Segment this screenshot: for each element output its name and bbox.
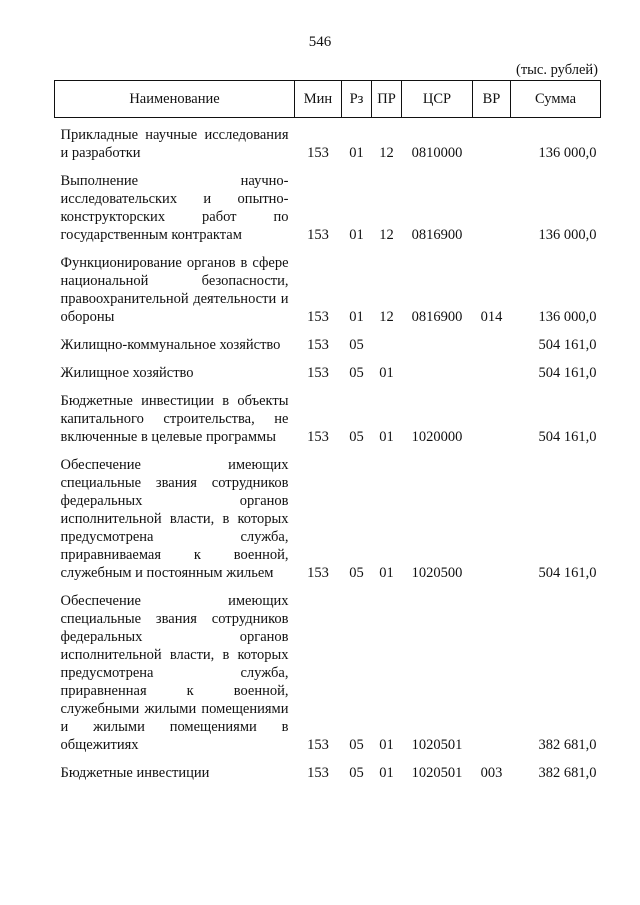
row-sum: 504 161,0 <box>538 565 597 581</box>
page-number: 546 <box>308 34 332 50</box>
row-sum: 136 000,0 <box>538 145 597 161</box>
row-pr: 01 <box>379 565 394 581</box>
row-name: Бюджетные инвестиции в объекты капитального строительства, не включенные в целевые программы <box>60 393 289 445</box>
header-rz: Рз <box>342 81 372 118</box>
header-pr: ПР <box>372 81 402 118</box>
row-rz: 01 <box>349 145 364 161</box>
row-min: 153 <box>307 765 329 781</box>
table-row <box>55 118 601 163</box>
row-rz: 05 <box>349 337 364 353</box>
row-vr: 003 <box>480 765 503 781</box>
row-vr <box>473 118 511 163</box>
header-sum: Сумма <box>511 81 601 118</box>
row-min: 153 <box>307 365 329 381</box>
table-row <box>55 754 601 782</box>
row-sum: 382 681,0 <box>538 765 597 781</box>
row-pr: 12 <box>379 145 394 161</box>
row-vr <box>473 354 511 382</box>
header-csr: ЦСР <box>402 81 473 118</box>
row-vr <box>473 326 511 354</box>
row-min: 153 <box>307 227 329 243</box>
table-row <box>55 446 601 582</box>
row-rz: 01 <box>349 227 364 243</box>
header-min: Мин <box>295 81 342 118</box>
row-csr: 1020500 <box>411 565 463 581</box>
budget-table <box>54 80 601 782</box>
table-row <box>55 244 601 326</box>
row-csr <box>402 326 473 354</box>
row-pr: 01 <box>379 737 394 753</box>
row-min: 153 <box>307 309 329 325</box>
header-vr: ВР <box>473 81 511 118</box>
row-name: Бюджетные инвестиции <box>60 765 210 781</box>
row-csr: 0810000 <box>411 145 463 161</box>
row-rz: 01 <box>349 309 364 325</box>
row-csr: 0816900 <box>411 227 463 243</box>
row-pr: 01 <box>379 429 394 445</box>
row-csr: 0816900 <box>411 309 463 325</box>
table-row <box>55 382 601 446</box>
units-label: (тыс. рублей) <box>516 62 598 78</box>
row-min: 153 <box>307 737 329 753</box>
row-csr: 1020501 <box>411 737 463 753</box>
row-name: Прикладные научные исследования и разработки <box>60 127 289 161</box>
row-sum: 504 161,0 <box>538 337 597 353</box>
row-vr <box>473 582 511 754</box>
row-min: 153 <box>307 565 329 581</box>
row-name: Функционирование органов в сфере национальной безопасности, правоохранительной деятельности и обороны <box>60 255 289 325</box>
row-min: 153 <box>307 337 329 353</box>
row-csr: 1020000 <box>411 429 463 445</box>
table-header-row <box>55 81 601 118</box>
row-rz: 05 <box>349 737 364 753</box>
row-name: Жилищно-коммунальное хозяйство <box>60 337 281 353</box>
row-pr <box>372 326 402 354</box>
table-row <box>55 326 601 354</box>
row-vr <box>473 162 511 244</box>
row-csr <box>402 354 473 382</box>
row-min: 153 <box>307 145 329 161</box>
row-name: Жилищное хозяйство <box>60 365 194 381</box>
table-row <box>55 162 601 244</box>
table-row <box>55 582 601 754</box>
header-name: Наименование <box>55 81 295 118</box>
row-rz: 05 <box>349 429 364 445</box>
row-csr: 1020501 <box>411 765 463 781</box>
row-sum: 504 161,0 <box>538 365 597 381</box>
row-sum: 504 161,0 <box>538 429 597 445</box>
row-name: Выполнение научно-исследовательских и опытно-конструкторских работ по государственным контрактам <box>60 173 289 243</box>
row-pr: 01 <box>379 365 394 381</box>
row-rz: 05 <box>349 765 364 781</box>
row-name: Обеспечение имеющих специальные звания сотрудников федеральных органов исполнительной власти, в которых предусмотрена служба, приравненная к военной, служебными жилыми помещениями и жилыми помещениями в общежитиях <box>60 593 289 753</box>
row-min: 153 <box>307 429 329 445</box>
table-row <box>55 354 601 382</box>
row-vr: 014 <box>480 309 503 325</box>
row-rz: 05 <box>349 565 364 581</box>
row-rz: 05 <box>349 365 364 381</box>
row-sum: 136 000,0 <box>538 309 597 325</box>
row-vr <box>473 446 511 582</box>
row-pr: 01 <box>379 765 394 781</box>
row-pr: 12 <box>379 227 394 243</box>
row-sum: 382 681,0 <box>538 737 597 753</box>
row-sum: 136 000,0 <box>538 227 597 243</box>
row-vr <box>473 382 511 446</box>
row-pr: 12 <box>379 309 394 325</box>
row-name: Обеспечение имеющих специальные звания сотрудников федеральных органов исполнительной власти, в которых предусмотрена служба, приравниваемая к военной, служебным и постоянным жильем <box>60 457 289 581</box>
